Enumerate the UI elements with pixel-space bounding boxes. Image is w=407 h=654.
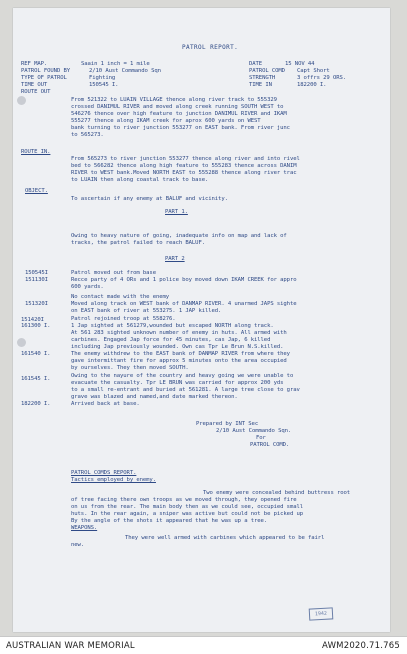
log-time: 151420I	[21, 317, 44, 323]
patrol-comd-value: Capt Short	[297, 68, 330, 74]
document-page	[13, 8, 390, 632]
log-text: carbines. Engaged Jap force for 45 minutes, cas Jap, 6 killed	[71, 337, 271, 343]
part1-line: Owing to heavy nature of going, inadequate info on map and lack of	[71, 233, 287, 239]
object-label: OBJECT.	[25, 188, 48, 194]
patrol-comd-label: PATROL COMD	[249, 68, 285, 74]
log-time: 182200 I.	[21, 401, 51, 407]
tactics-line: Two enemy were concealed behind buttress root	[203, 490, 351, 496]
log-text: by ourselves. They then moved SOUTH.	[71, 365, 189, 371]
time-in-label: TIME IN	[249, 82, 272, 88]
log-time: 151320I	[25, 301, 48, 307]
archive-stamp: 1942	[309, 607, 334, 620]
route-in-line: RIVER to WEST bank.Moved NORTH EAST to 555288 thence along river trac	[71, 170, 297, 176]
type-value: Fighting	[89, 75, 116, 81]
tactics-heading: Tactics employed by enemy.	[71, 477, 156, 483]
log-text: Owing to the nayure of the country and heavy going we were unable to	[71, 373, 294, 379]
patrol-found-value: 2/10 Aust Commando Sqn	[89, 68, 161, 74]
strength-value: 3 offrs 29 ORS.	[297, 75, 347, 81]
log-text: Patrol rejoined troop at 558276.	[71, 316, 176, 322]
log-text: Recce party of 4 ORs and 1 police boy moved down IKAM CREEK for appro	[71, 277, 297, 283]
ref-map-label: REF MAP.	[21, 61, 48, 67]
route-out-line: to 565273.	[71, 132, 104, 138]
weapons-line: new.	[71, 542, 85, 548]
log-text: The enemy withdrew to the EAST bank of DANMAP RIVER from where they	[71, 351, 290, 357]
route-out-line: crossed DANIMUL RIVER and moved along creek running SOUTH WEST to	[71, 104, 284, 110]
report-title: PATROL REPORT.	[182, 44, 239, 51]
log-text: At 561 283 sighted unknown number of enemy in huts. All armed with	[71, 330, 287, 336]
tactics-line: on us from the rear. The main body then as we could see, occupied small	[71, 504, 304, 510]
log-text: including Jap previously wounded. Own cas Tpr Le Brun N.S.killed.	[71, 344, 284, 350]
tactics-line: of tree facing there own troops as we moved through, they opened fire	[71, 497, 297, 503]
part1-line: tracks, the patrol failed to reach BALUF.	[71, 240, 205, 246]
signature-line: PATROL COMD.	[250, 442, 290, 448]
route-in-label: ROUTE IN.	[21, 149, 51, 155]
log-time: 161300 I.	[21, 323, 51, 329]
ref-map-value: Saain 1 inch = 1 mile	[81, 61, 150, 67]
log-text: No contact made with the enemy	[71, 294, 170, 300]
date-label: DATE	[249, 61, 263, 67]
strength-label: STRENGTH	[249, 75, 276, 81]
log-time: 161545 I.	[21, 376, 51, 382]
route-in-line: From 565273 to river junction 553277 thence along river and into rivel	[71, 156, 300, 162]
type-label: TYPE OF PATROL	[21, 75, 67, 81]
signature-line: Prepared by INT Sec	[196, 421, 259, 427]
footer-accession-number: AWM2020.71.765	[322, 641, 400, 651]
route-in-line: to LUAIN then along coastal track to base.	[71, 177, 209, 183]
part1-heading: PART 1.	[165, 209, 188, 215]
time-out-value: 150545 I.	[89, 82, 119, 88]
route-out-label: ROUTE OUT	[21, 89, 51, 95]
log-text: to a small re-entrant and buried at 561281. A large tree close to grav	[71, 387, 300, 393]
comds-report-heading: PATROL COMDS REPORT.	[71, 470, 137, 476]
route-out-line: 555277 thence along IKAM creek for aprox 600 yards on WEST	[71, 118, 261, 124]
route-out-line: From 521322 to LUAIN VILLAGE thence along river track to 555329	[71, 97, 277, 103]
log-text: gave intermittant fire for approx 5 minutes onto the area occupied	[71, 358, 287, 364]
weapons-line: They were well armed with carbines which appeared to be fairl	[125, 535, 325, 541]
signature-line: For	[256, 435, 266, 441]
log-text: grave was blazed and named,and date marked thereon.	[71, 394, 238, 400]
time-out-label: TIME OUT	[21, 82, 48, 88]
tactics-line: huts. In the rear again, a sniper was active but could not be picked up	[71, 511, 304, 517]
log-text: evacuate the casualty. Tpr LE BRUN was carried for approx 200 yds	[71, 380, 284, 386]
log-text: 1 Jap sighted at 561279,wounded but escaped NORTH along track.	[71, 323, 274, 329]
log-time: 150545I	[25, 270, 48, 276]
log-time: 161540 I.	[21, 351, 51, 357]
log-text: on EAST bank of river at 553275. 1 JAP killed.	[71, 308, 222, 314]
log-text: Patrol moved out from base	[71, 270, 156, 276]
object-text: To ascertain if any enemy at BALUF and vicinity.	[71, 196, 228, 202]
footer-institution: AUSTRALIAN WAR MEMORIAL	[6, 641, 135, 651]
route-out-line: bank turning to river junction 553277 on EAST bank. From river junc	[71, 125, 290, 131]
route-in-line: bed to 566282 thence along high feature to 555283 thence across DANIM	[71, 163, 297, 169]
part2-heading: PART 2	[165, 256, 185, 262]
archive-footer	[0, 636, 407, 654]
time-in-value: 182200 I.	[297, 82, 327, 88]
log-text: 600 yards.	[71, 284, 104, 290]
route-out-line: 546276 thence over high feature to junction DANIMUL RIVER and IKAM	[71, 111, 287, 117]
signature-line: 2/10 Aust Commando Sqn.	[216, 428, 292, 434]
punch-hole	[17, 338, 26, 347]
log-time: 151130I	[25, 277, 48, 283]
date-value: 15 NOV 44	[285, 61, 315, 67]
weapons-heading: WEAPONS.	[71, 525, 98, 531]
tactics-line: By the angle of the shots it appeared that he was up a tree.	[71, 518, 268, 524]
patrol-found-label: PATROL FOUND BY	[21, 68, 71, 74]
log-text: Moved along track on WEST bank of DANMAP RIVER. 4 unarmed JAPS sighte	[71, 301, 297, 307]
punch-hole	[17, 96, 26, 105]
log-text: Arrived back at base.	[71, 401, 140, 407]
